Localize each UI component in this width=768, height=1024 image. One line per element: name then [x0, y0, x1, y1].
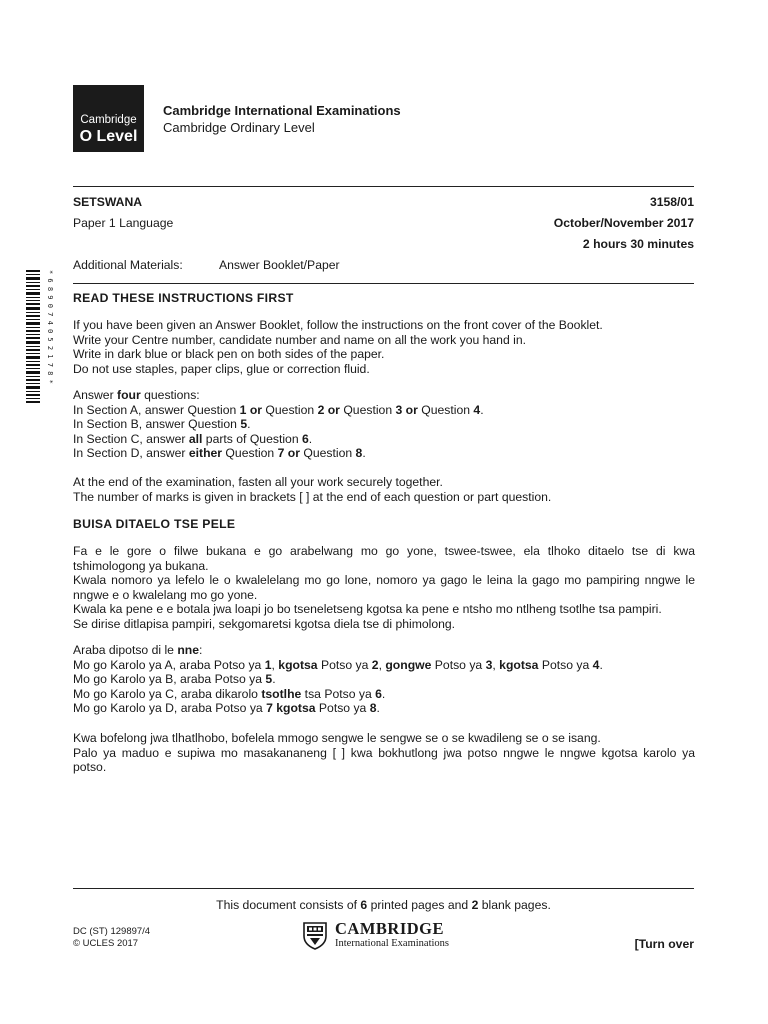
- instruction-line: tshimologong ya bukana.: [73, 558, 209, 573]
- paper-code: 3158/01: [649, 195, 694, 209]
- barcode-digits: * 6 8 9 0 7 4 0 5 2 1 7 8 *: [46, 270, 54, 384]
- middle-rule: [73, 283, 694, 284]
- cambridge-logo: [303, 920, 453, 954]
- instruction-line: At the end of the examination, fasten all your work securely together.: [73, 475, 443, 489]
- instruction-line: In Section B, answer Question 5.: [73, 417, 251, 432]
- instruction-line: Palo ya maduo e supiwa mo masakananeng [ ] kwa bokhutlong jwa potso nngwe le nngwe kgotsa karolo ya: [73, 745, 695, 760]
- instruction-line: Mo go Karolo ya C, araba dikarolo tsotlhe tsa Potso ya 6.: [73, 686, 386, 701]
- paper-title: Paper 1 Language: [73, 216, 174, 230]
- instruction-line: In Section D, answer either Question 7 or Question 8.: [73, 446, 366, 461]
- materials-label: Additional Materials:: [73, 258, 183, 272]
- instructions-block-2: [73, 388, 695, 461]
- instruction-line: Kwa bofelong jwa tlhatlhobo, bofelela mmogo sengwe le sengwe se o se kwadileng se o se isang.: [73, 731, 601, 745]
- instruction-line: Mo go Karolo ya A, araba Potso ya 1, kgotsa Potso ya 2, gongwe Potso ya 3, kgotsa Potso ya 4.: [73, 657, 603, 672]
- header-subtitle: Cambridge Ordinary Level: [163, 120, 315, 135]
- subject: SETSWANA: [73, 195, 143, 209]
- copyright: © UCLES 2017: [73, 938, 139, 949]
- logo-line-2: O Level: [79, 128, 138, 145]
- instruction-line: Write in dark blue or black pen on both sides of the paper.: [73, 347, 385, 362]
- setswana-heading: BUISA DITAELO TSE PELE: [73, 517, 236, 531]
- instruction-line: Write your Centre number, candidate number and name on all the work you hand in.: [73, 332, 527, 347]
- instruction-line: nngwe e o kwalelang mo go yone.: [73, 587, 258, 602]
- footer-rule: [73, 888, 694, 889]
- instruction-line: Se dirise ditlapisa pampiri, sekgomaretsi kgotsa diela tse di phimolong.: [73, 616, 456, 631]
- instruction-line: In Section A, answer Question 1 or Question 2 or Question 3 or Question 4.: [73, 402, 484, 417]
- cambridge-o-level-logo: [73, 85, 144, 152]
- cambridge-wordmark-sub: International Examinations: [335, 938, 450, 949]
- instruction-line: The number of marks is given in brackets [ ] at the end of each question or part question.: [73, 489, 552, 504]
- barcode-icon: [26, 270, 40, 405]
- top-rule: [73, 186, 694, 187]
- shield-icon: [303, 922, 327, 950]
- exam-duration: 2 hours 30 minutes: [582, 237, 694, 251]
- logo-line-1: Cambridge: [80, 114, 137, 126]
- instructions-block-1: [73, 318, 695, 376]
- setswana-block-3: [73, 731, 695, 775]
- turn-over: [Turn over: [634, 937, 694, 951]
- instruction-line: Do not use staples, paper clips, glue or correction fluid.: [73, 361, 370, 376]
- instruction-line: Fa e le gore o filwe bukana e go arabelwang mo go yone, tswee-tswee, ela tlhoko ditaelo tse di kwa: [73, 544, 695, 558]
- instruction-line: Mo go Karolo ya B, araba Potso ya 5.: [73, 672, 276, 687]
- instruction-line: Kwala ka pene e e botala jwa loapi jo bo tseneletseng kgotsa ka pene e ntsho mo ntlheng tsotlhe tsa pampiri.: [73, 602, 662, 617]
- setswana-block-2: [73, 643, 695, 716]
- instruction-line: If you have been given an Answer Booklet, follow the instructions on the front cover of the Booklet.: [73, 318, 603, 332]
- exam-session: October/November 2017: [553, 216, 694, 230]
- instructions-block-3: [73, 475, 695, 504]
- document-reference: DC (ST) 129897/4: [73, 926, 151, 937]
- header-title: Cambridge International Examinations: [163, 103, 401, 118]
- page-count: This document consists of 6 printed pages and 2 blank pages.: [216, 898, 551, 912]
- instructions-heading: READ THESE INSTRUCTIONS FIRST: [73, 291, 294, 305]
- materials-value: Answer Booklet/Paper: [219, 258, 340, 272]
- instruction-line: In Section C, answer all parts of Question 6.: [73, 431, 313, 446]
- cambridge-wordmark: CAMBRIDGE: [335, 919, 445, 938]
- instruction-line: Mo go Karolo ya D, araba Potso ya 7 kgotsa Potso ya 8.: [73, 701, 380, 716]
- setswana-block-1: [73, 544, 695, 632]
- instruction-line: Answer four questions:: [73, 388, 200, 402]
- instruction-line: potso.: [73, 760, 107, 775]
- instruction-line: Araba dipotso di le nne:: [73, 643, 203, 657]
- instruction-line: Kwala nomoro ya lefelo le o kwalelelang mo go lone, nomoro ya gago le leina la gago mo pampiring nngwe le: [73, 573, 695, 588]
